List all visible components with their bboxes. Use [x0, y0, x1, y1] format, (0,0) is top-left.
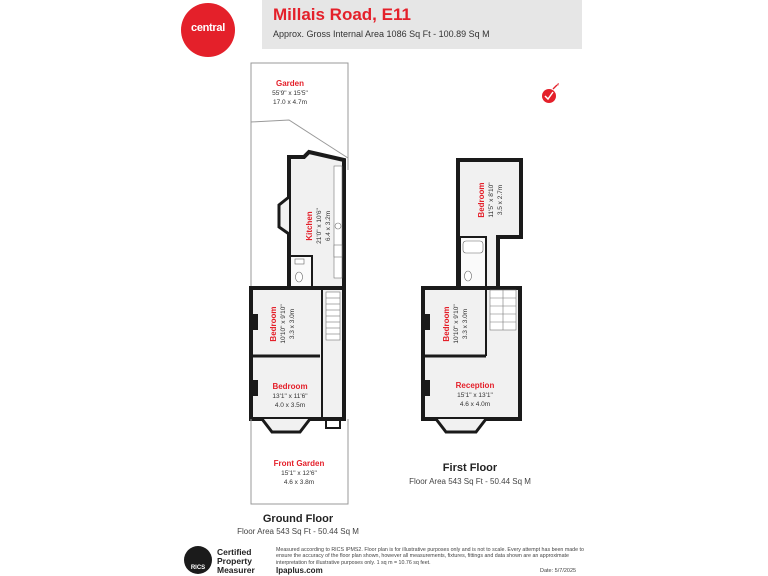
- ground-floor-area: Floor Area 543 Sq Ft - 50.44 Sq M: [237, 527, 359, 536]
- first-bedroom-top-dim-metric: 3.5 x 2.7m: [497, 184, 504, 216]
- first-bedroom-mid-dim-imperial: 10'10" x 9'10": [453, 304, 460, 344]
- first-bedroom-mid-dim-metric: 3.3 x 3.0m: [462, 308, 469, 340]
- front-garden-dim-imperial: 15'1" x 12'6": [281, 470, 317, 477]
- ground-floor-label: Ground Floor: [262, 513, 334, 525]
- garden-name: Garden: [275, 79, 305, 88]
- first-fireplace-1: [425, 314, 430, 330]
- front-garden-dim-metric: 4.6 x 3.8m: [283, 479, 315, 486]
- garden-dim-imperial: 55'9" x 15'5": [272, 90, 308, 97]
- first-stairs: [490, 290, 516, 330]
- ground-bedroom-front-dim-imperial: 13'1" x 11'6": [272, 393, 308, 400]
- garden-outline: [251, 63, 348, 158]
- ground-fireplace-1: [253, 314, 258, 330]
- first-floor-label: First Floor: [442, 462, 498, 474]
- first-front-bay: [436, 419, 486, 432]
- garden-dim-metric: 17.0 x 4.7m: [273, 99, 307, 106]
- first-fireplace-2: [425, 380, 430, 396]
- first-bath: [463, 241, 483, 253]
- ground-front-bay: [262, 419, 310, 432]
- property-title: Millais Road, E11: [273, 5, 411, 24]
- plan-date: Date: 5/7/2025: [540, 568, 577, 574]
- ground-basin: [295, 259, 304, 264]
- first-bedroom-top-dim-imperial: 11'5" x 8'10": [488, 182, 495, 218]
- reception-name: Reception: [455, 381, 495, 390]
- rics-certified-text: Certified Property Measurer: [217, 547, 255, 575]
- kitchen-counter: [334, 166, 342, 278]
- first-bedroom-top-name: Bedroom: [477, 182, 486, 218]
- ground-fireplace-2: [253, 380, 258, 396]
- kitchen-dim-imperial: 21'0" x 10'6": [316, 208, 323, 244]
- brand-logo: central: [181, 3, 235, 57]
- ground-bedroom-back-name: Bedroom: [269, 306, 278, 342]
- ground-bedroom-front-dim-metric: 4.0 x 3.5m: [274, 402, 306, 409]
- ground-bedroom-back-dim-metric: 3.3 x 3.0m: [289, 308, 296, 340]
- gross-area-subtitle: Approx. Gross Internal Area 1086 Sq Ft - 100.89 Sq M: [273, 29, 490, 39]
- kitchen-name: Kitchen: [305, 211, 314, 241]
- first-bedroom-mid-name: Bedroom: [442, 306, 451, 342]
- reception-dim-metric: 4.6 x 4.0m: [459, 401, 491, 408]
- rics-badge: [184, 546, 272, 574]
- website-link[interactable]: lpaplus.com: [276, 566, 323, 575]
- disclaimer-text: Measured according to RICS IPMS2. Floor plan is for illustrative purposes only and is not to scale. Every attempt has been made to ensure the accuracy of the floor plan shown, however all measurements, fixtures, fittings and data shown are an approximate interpretation for illustrative purposes only. 1 sq m = 10.76 sq feet.: [276, 547, 584, 566]
- ground-bedroom-back-dim-imperial: 10'10" x 9'10": [280, 304, 287, 344]
- kitchen-bay: [279, 197, 289, 234]
- ground-stairs: [326, 292, 340, 340]
- first-floor-area: Floor Area 543 Sq Ft - 50.44 Sq M: [409, 477, 531, 486]
- ground-bedroom-front-name: Bedroom: [272, 382, 308, 391]
- front-garden-name: Front Garden: [273, 459, 325, 468]
- rics-logo: RICS: [184, 546, 212, 574]
- kitchen-dim-metric: 6.4 x 3.2m: [325, 210, 332, 242]
- kitchen-hob: [334, 245, 342, 257]
- compass-check-icon: [542, 83, 559, 103]
- first-toilet: [465, 271, 472, 281]
- reception-dim-imperial: 15'1" x 13'1": [457, 392, 493, 399]
- ground-toilet: [296, 272, 303, 282]
